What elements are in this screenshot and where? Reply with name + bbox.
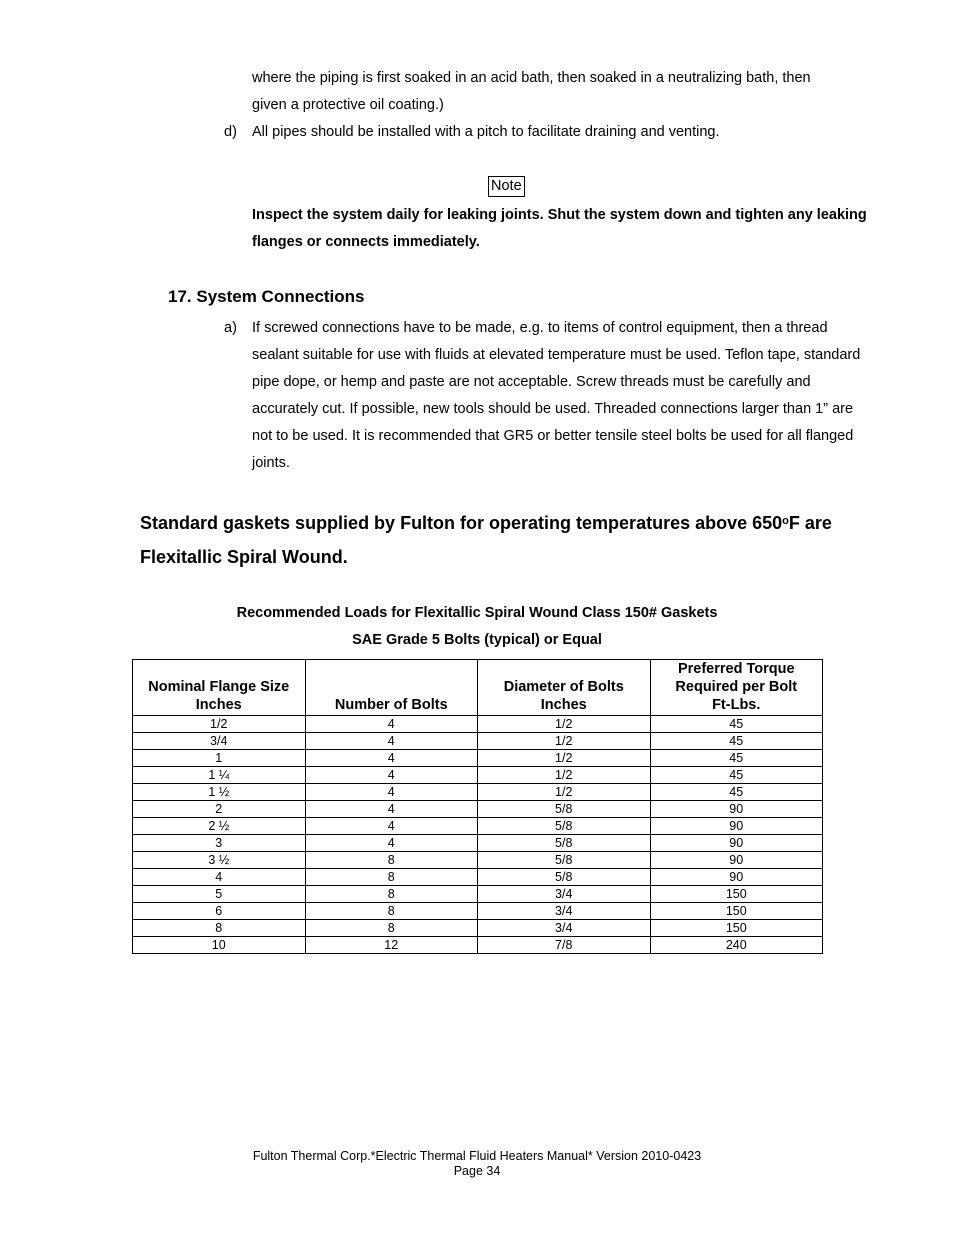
- cell-torque: 90: [650, 818, 823, 835]
- cell-bolt-diameter: 1/2: [478, 767, 651, 784]
- cell-bolt-diameter: 1/2: [478, 716, 651, 733]
- cell-flange-size: 2: [133, 801, 306, 818]
- cell-bolt-diameter: 5/8: [478, 869, 651, 886]
- cell-number-of-bolts: 8: [305, 886, 478, 903]
- cell-torque: 150: [650, 920, 823, 937]
- table-subtitle: SAE Grade 5 Bolts (typical) or Equal: [352, 632, 602, 648]
- table-row: [133, 920, 823, 937]
- table-row: [133, 852, 823, 869]
- cell-flange-size: 3 ½: [133, 852, 306, 869]
- footer-line-1: Fulton Thermal Corp.*Electric Thermal Fluid Heaters Manual* Version 2010-0423: [252, 1149, 702, 1163]
- cell-torque: 45: [650, 716, 823, 733]
- cell-flange-size: 3/4: [133, 733, 306, 750]
- header-number-of-bolts: Number of Bolts: [305, 660, 478, 716]
- note-label: Note: [488, 176, 525, 197]
- table-row: [133, 937, 823, 954]
- cell-flange-size: 2 ½: [133, 818, 306, 835]
- cell-flange-size: 4: [133, 869, 306, 886]
- table-body: [133, 716, 823, 954]
- cell-number-of-bolts: 8: [305, 852, 478, 869]
- cell-bolt-diameter: 3/4: [478, 886, 651, 903]
- cell-bolt-diameter: 5/8: [478, 818, 651, 835]
- cell-number-of-bolts: 4: [305, 733, 478, 750]
- cell-number-of-bolts: 8: [305, 920, 478, 937]
- header-preferred-torque: Preferred Torque Required per Bolt Ft-Lbs.: [650, 660, 823, 716]
- cell-number-of-bolts: 4: [305, 818, 478, 835]
- table-row: [133, 784, 823, 801]
- table-row: [133, 818, 823, 835]
- cell-bolt-diameter: 5/8: [478, 835, 651, 852]
- header-bolt-diameter: Diameter of Bolts Inches: [478, 660, 651, 716]
- cell-bolt-diameter: 7/8: [478, 937, 651, 954]
- intro-continuation: [252, 65, 892, 119]
- cell-number-of-bolts: 4: [305, 784, 478, 801]
- table-row: [133, 750, 823, 767]
- cell-flange-size: 6: [133, 903, 306, 920]
- table-title: Recommended Loads for Flexitallic Spiral Wound Class 150# Gaskets: [236, 605, 718, 621]
- cell-torque: 90: [650, 835, 823, 852]
- cell-number-of-bolts: 12: [305, 937, 478, 954]
- item-d-text: All pipes should be installed with a pitch to facilitate draining and venting.: [252, 124, 720, 140]
- item-a-text: If screwed connections have to be made, e.g. to items of control equipment, then a thread sealant suitable for use with fluids at elevated temperature must be used. Teflon tape, standard pipe dope, or hemp and paste are not acceptable. Screw threads must be carefully and accurately cut. If possible, new tools should be used. Threaded connections larger than 1” are not to be used. It is recommended that GR5 or better tensile steel bolts be used for all flanged joints.: [252, 320, 861, 471]
- cell-flange-size: 1 ¼: [133, 767, 306, 784]
- table-row: [133, 886, 823, 903]
- intro-line-2: given a protective oil coating.): [252, 97, 444, 113]
- cell-number-of-bolts: 8: [305, 903, 478, 920]
- table-row: [133, 733, 823, 750]
- cell-torque: 150: [650, 903, 823, 920]
- cell-bolt-diameter: 1/2: [478, 784, 651, 801]
- cell-torque: 90: [650, 801, 823, 818]
- cell-bolt-diameter: 1/2: [478, 733, 651, 750]
- gasket-heading: [140, 506, 880, 574]
- bolt-load-table: [132, 659, 823, 954]
- header-flange-size: Nominal Flange Size Inches: [133, 660, 306, 716]
- table-row: [133, 869, 823, 886]
- item-d-label: d): [224, 124, 237, 140]
- cell-torque: 45: [650, 767, 823, 784]
- footer-page-number: Page 34: [453, 1164, 501, 1178]
- table-row: [133, 835, 823, 852]
- cell-torque: 45: [650, 750, 823, 767]
- cell-bolt-diameter: 5/8: [478, 801, 651, 818]
- cell-torque: 150: [650, 886, 823, 903]
- table-row: [133, 716, 823, 733]
- gasket-heading-after: F are Flexitallic Spiral Wound.: [140, 513, 832, 567]
- degree-symbol: o: [782, 515, 789, 527]
- cell-flange-size: 3: [133, 835, 306, 852]
- note-text: Inspect the system daily for leaking joints. Shut the system down and tighten any leaking flanges or connects immediately.: [252, 207, 867, 250]
- cell-flange-size: 1: [133, 750, 306, 767]
- intro-line-1: where the piping is first soaked in an acid bath, then soaked in a neutralizing bath, then: [252, 70, 811, 86]
- cell-torque: 90: [650, 869, 823, 886]
- section-title: 17. System Connections: [168, 287, 365, 306]
- cell-torque: 240: [650, 937, 823, 954]
- gasket-heading-before: Standard gaskets supplied by Fulton for operating temperatures above 650: [140, 513, 783, 533]
- cell-flange-size: 10: [133, 937, 306, 954]
- cell-torque: 45: [650, 784, 823, 801]
- cell-number-of-bolts: 4: [305, 716, 478, 733]
- cell-bolt-diameter: 5/8: [478, 852, 651, 869]
- cell-bolt-diameter: 3/4: [478, 920, 651, 937]
- cell-bolt-diameter: 3/4: [478, 903, 651, 920]
- cell-number-of-bolts: 4: [305, 835, 478, 852]
- cell-flange-size: 5: [133, 886, 306, 903]
- table-header-row: [133, 660, 823, 716]
- table-row: [133, 801, 823, 818]
- table-row: [133, 767, 823, 784]
- cell-flange-size: 8: [133, 920, 306, 937]
- cell-number-of-bolts: 4: [305, 750, 478, 767]
- table-row: [133, 903, 823, 920]
- cell-bolt-diameter: 1/2: [478, 750, 651, 767]
- cell-torque: 45: [650, 733, 823, 750]
- cell-number-of-bolts: 4: [305, 767, 478, 784]
- cell-number-of-bolts: 4: [305, 801, 478, 818]
- cell-flange-size: 1/2: [133, 716, 306, 733]
- cell-number-of-bolts: 8: [305, 869, 478, 886]
- cell-flange-size: 1 ½: [133, 784, 306, 801]
- cell-torque: 90: [650, 852, 823, 869]
- item-a-label: a): [224, 320, 237, 336]
